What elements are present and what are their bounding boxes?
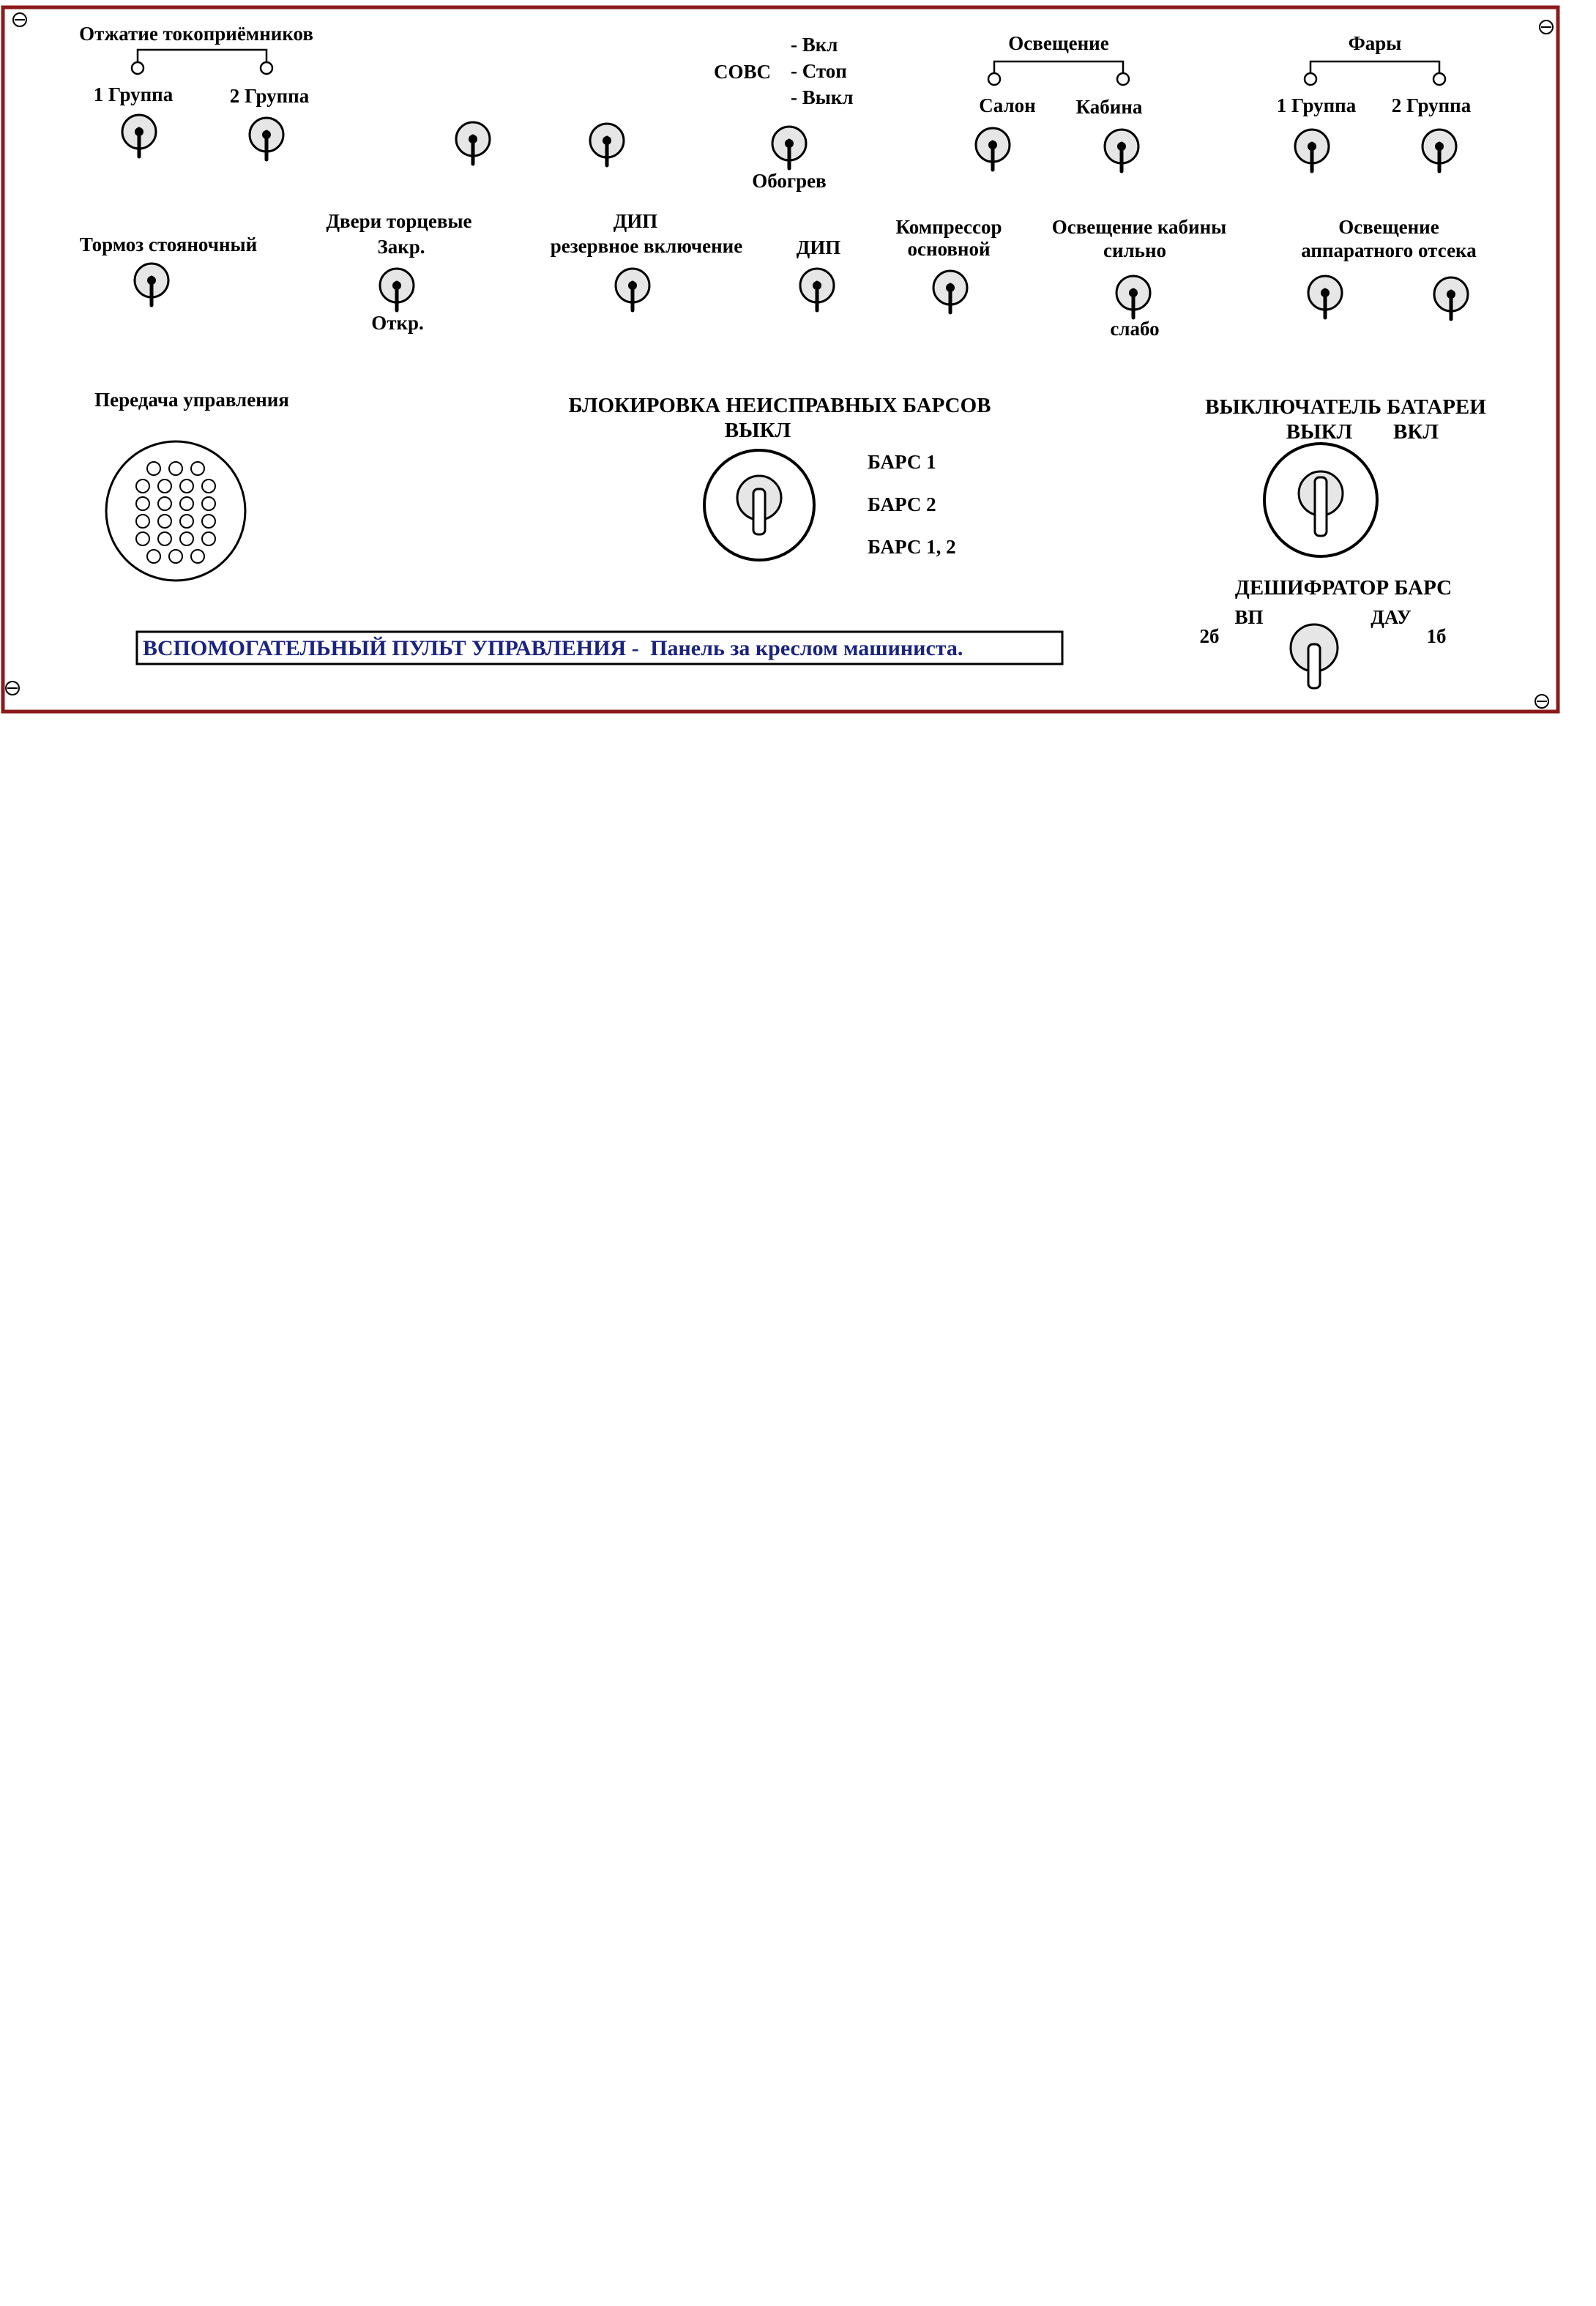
label-heating: Обогрев bbox=[752, 170, 827, 192]
label-decoder-vp: ВП bbox=[1234, 606, 1264, 628]
label-lighting-cabin: Кабина bbox=[1075, 96, 1143, 118]
panel-title: ВСПОМОГАТЕЛЬНЫЙ ПУЛЬТ УПРАВЛЕНИЯ - Панель за креслом машиниста. bbox=[143, 636, 963, 660]
label-decoder-dau: ДАУ bbox=[1371, 606, 1412, 628]
label-sovs-stop: - Стоп bbox=[791, 60, 847, 82]
socket-pin bbox=[180, 515, 193, 528]
label-doors-open: Откр. bbox=[371, 312, 424, 334]
screw-icon bbox=[13, 13, 26, 26]
label-bars-block-off: ВЫКЛ bbox=[724, 419, 791, 442]
socket-pin bbox=[136, 515, 149, 528]
label-dip-reserve: резервное включение bbox=[550, 235, 743, 257]
socket-pin bbox=[158, 497, 171, 510]
label-decoder-1b: 1б bbox=[1426, 625, 1447, 647]
label-dip: ДИП bbox=[613, 210, 658, 232]
label-sovs-off: - Выкл bbox=[791, 86, 854, 108]
label-cabin-strong: сильно bbox=[1103, 239, 1167, 261]
label-decoder-2b: 2б bbox=[1199, 625, 1220, 647]
socket-pin bbox=[180, 532, 193, 545]
socket-pin bbox=[202, 532, 215, 545]
label-cabin-lighting: Освещение кабины bbox=[1051, 216, 1227, 238]
socket-pin bbox=[191, 462, 204, 475]
label-pantograph-group2: 2 Группа bbox=[229, 85, 310, 107]
socket-pin bbox=[136, 497, 149, 510]
screw-icon bbox=[1535, 695, 1548, 708]
label-equip-compartment: аппаратного отсека bbox=[1301, 239, 1477, 261]
socket-pin bbox=[158, 532, 171, 545]
label-lighting: Освещение bbox=[1008, 32, 1109, 54]
socket-pin bbox=[202, 480, 215, 493]
label-cabin-weak: слабо bbox=[1110, 318, 1160, 340]
label-decoder-title: ДЕШИФРАТОР БАРС bbox=[1234, 576, 1453, 600]
socket-pin bbox=[202, 515, 215, 528]
label-bars12: БАРС 1, 2 bbox=[868, 536, 956, 558]
label-battery-off: ВЫКЛ bbox=[1286, 420, 1353, 444]
label-end-doors: Двери торцевые bbox=[326, 210, 472, 232]
label-lighting-salon: Салон bbox=[979, 94, 1036, 116]
label-pantograph-group1: 1 Группа bbox=[93, 83, 174, 105]
label-sovs: СОВС bbox=[714, 61, 772, 83]
socket-pin bbox=[158, 515, 171, 528]
socket-pin bbox=[180, 480, 193, 493]
label-headlights: Фары bbox=[1348, 32, 1402, 54]
label-battery-on: ВКЛ bbox=[1393, 420, 1439, 444]
socket-pin bbox=[169, 462, 182, 475]
label-headlights-group1: 1 Группа bbox=[1276, 94, 1357, 116]
bars-block-rotary-switch[interactable] bbox=[704, 450, 814, 560]
socket-pin bbox=[136, 480, 149, 493]
socket-pin bbox=[191, 550, 204, 563]
socket-pin bbox=[180, 497, 193, 510]
label-bars2: БАРС 2 bbox=[868, 493, 936, 515]
label-bars1: БАРС 1 bbox=[868, 451, 936, 473]
control-transfer-socket bbox=[106, 441, 245, 581]
socket-pin bbox=[147, 462, 160, 475]
label-battery-title: ВЫКЛЮЧАТЕЛЬ БАТАРЕИ bbox=[1205, 395, 1486, 419]
socket-pin bbox=[169, 550, 182, 563]
label-equip-lighting: Освещение bbox=[1338, 216, 1439, 238]
socket-pin bbox=[158, 480, 171, 493]
label-headlights-group2: 2 Группа bbox=[1391, 94, 1472, 116]
label-pantograph: Отжатие токоприёмников bbox=[79, 23, 313, 45]
screw-icon bbox=[1540, 20, 1553, 34]
socket-pin bbox=[147, 550, 160, 563]
battery-rotary-switch[interactable] bbox=[1264, 444, 1377, 556]
label-doors-closed: Закр. bbox=[377, 236, 425, 258]
label-bars-block-title: БЛОКИРОВКА НЕИСПРАВНЫХ БАРСОВ bbox=[568, 394, 991, 417]
label-dip-short: ДИП bbox=[796, 236, 841, 258]
label-parking-brake: Тормоз стояночный bbox=[79, 234, 258, 255]
label-compressor-main: основной bbox=[907, 238, 991, 260]
socket-pin bbox=[136, 532, 149, 545]
screw-icon bbox=[6, 682, 19, 695]
socket-pin bbox=[202, 497, 215, 510]
label-compressor: Компрессор bbox=[895, 216, 1002, 238]
panel-subtitle: Панель за креслом машиниста. bbox=[650, 636, 963, 660]
label-sovs-on: - Вкл bbox=[791, 34, 838, 56]
label-control-transfer: Передача управления bbox=[94, 389, 289, 411]
